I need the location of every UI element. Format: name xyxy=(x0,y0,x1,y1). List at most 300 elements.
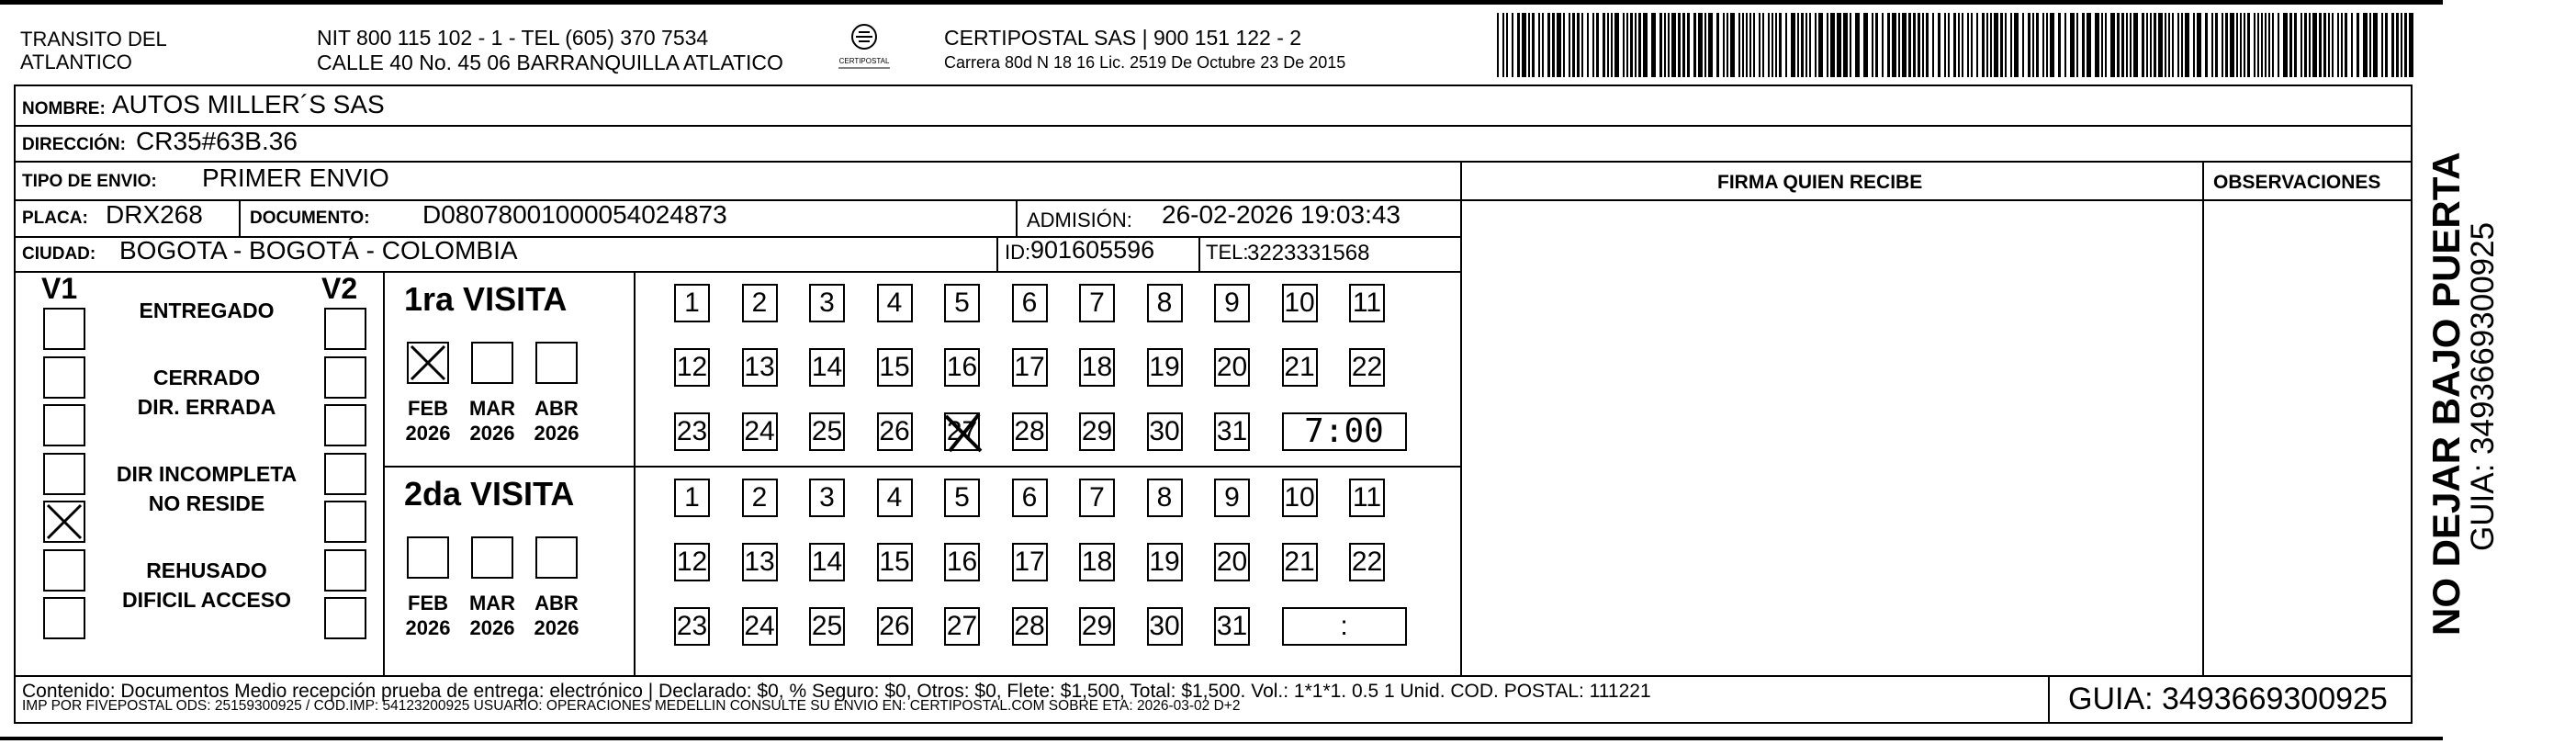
tipo-label: TIPO DE ENVIO: xyxy=(22,172,157,191)
barcode-bar xyxy=(2032,13,2034,77)
barcode-bar xyxy=(2309,13,2311,77)
barcode-bar xyxy=(1569,13,1570,77)
barcode-bar xyxy=(1626,13,1628,77)
month-name: FEB xyxy=(408,397,448,420)
admision-label: ADMISIÓN: xyxy=(1027,209,1132,231)
status-v1-checkbox[interactable] xyxy=(43,308,85,350)
barcode-bar xyxy=(1759,13,1760,77)
barcode-bar xyxy=(1607,13,1609,77)
barcode-bar xyxy=(2363,13,2368,77)
barcode-bar xyxy=(2105,13,2107,77)
barcode-bar xyxy=(2278,13,2279,77)
day-box[interactable]: 22 xyxy=(1349,348,1385,387)
footer-guia-divider xyxy=(2048,675,2050,724)
month-year: 2026 xyxy=(405,422,451,445)
barcode-bar xyxy=(1990,13,1992,77)
footer-line2: IMP POR FIVEPOSTAL ODS: 25159300925 / COD.IMP: 54123200925 USUARIO: OPERACIONES MEDELLIN CONSULTE SU ENVIO EN: CERTIPOSTAL.COM SOBRE ETA: 2026-03-02 D+2 xyxy=(22,698,1241,714)
barcode-bar xyxy=(1603,13,1605,77)
day-box[interactable]: 28 xyxy=(1012,607,1048,646)
row-divider xyxy=(14,271,1462,273)
day-box[interactable]: 18 xyxy=(1079,543,1115,581)
barcode-bar xyxy=(1746,13,1748,77)
barcode-bar xyxy=(1730,13,1735,77)
day-box[interactable]: 17 xyxy=(1012,348,1048,387)
day-box[interactable]: 28 xyxy=(1012,412,1048,451)
month-checkbox[interactable] xyxy=(407,342,449,384)
barcode-bar xyxy=(1932,13,1934,77)
cell-divider xyxy=(1198,236,1200,271)
status-v2-checkbox[interactable] xyxy=(324,453,366,495)
barcode-bar xyxy=(2381,13,2383,77)
barcode-bar xyxy=(2000,13,2003,77)
barcode-bar xyxy=(2087,13,2091,77)
barcode-bar xyxy=(1953,13,1956,77)
barcode-bar xyxy=(2165,13,2166,77)
day-box[interactable]: 16 xyxy=(944,348,980,387)
barcode-bar xyxy=(1512,13,1513,77)
barcode-bar xyxy=(1502,13,1504,77)
day-box[interactable]: 14 xyxy=(809,348,845,387)
footer-guia: GUIA: 3493669300925 xyxy=(2068,682,2388,716)
barcode-bar xyxy=(1596,13,1599,77)
svg-text:CERTIPOSTAL: CERTIPOSTAL xyxy=(838,57,890,65)
side-text xyxy=(2424,85,2562,718)
ciudad-value: BOGOTA - BOGOTÁ - COLOMBIA xyxy=(119,236,518,265)
barcode-bar xyxy=(1563,13,1565,77)
barcode-bar xyxy=(1671,13,1676,77)
barcode-bar xyxy=(2158,13,2163,77)
status-v2-checkbox[interactable] xyxy=(324,501,366,543)
visit-title: 1ra VISITA xyxy=(404,280,568,318)
barcode-bar xyxy=(1779,13,1782,77)
barcode-bar xyxy=(1892,13,1896,77)
barcode-bar xyxy=(1749,13,1751,77)
barcode-bar xyxy=(1614,13,1619,77)
placa-label: PLACA: xyxy=(22,209,88,228)
barcode-bar xyxy=(2046,13,2048,77)
status-divider xyxy=(383,271,385,675)
barcode-bar xyxy=(1887,13,1890,77)
barcode-bar xyxy=(2283,13,2288,77)
company-line1: TRANSITO DEL xyxy=(20,28,167,51)
day-box[interactable]: 9 xyxy=(1214,284,1250,322)
day-box[interactable]: 4 xyxy=(877,284,913,322)
day-box[interactable]: 31 xyxy=(1214,607,1250,646)
barcode-bar xyxy=(1918,13,1920,77)
cell-divider xyxy=(996,236,998,271)
barcode-bar xyxy=(2341,13,2343,77)
nombre-label: NOMBRE: xyxy=(22,99,106,118)
barcode-bar xyxy=(1976,13,1978,77)
day-box[interactable]: 1 xyxy=(674,479,710,517)
day-box[interactable]: 29 xyxy=(1079,412,1115,451)
barcode xyxy=(1497,13,2415,77)
barcode-bar xyxy=(1762,13,1764,77)
day-box[interactable]: 23 xyxy=(674,607,710,646)
barcode-bar xyxy=(2289,13,2292,77)
barcode-bar xyxy=(1843,13,1848,77)
day-box[interactable]: 26 xyxy=(877,607,913,646)
status-v1-checkbox[interactable] xyxy=(43,597,85,639)
barcode-bar xyxy=(2247,13,2250,77)
tipo-value: PRIMER ENVIO xyxy=(202,163,389,192)
day-box[interactable]: 9 xyxy=(1214,479,1250,517)
barcode-bar xyxy=(1982,13,1985,77)
time-box[interactable] xyxy=(1282,412,1407,451)
status-label: ENTREGADO xyxy=(139,299,275,322)
barcode-bar xyxy=(2328,13,2330,77)
barcode-bar xyxy=(1742,13,1744,77)
barcode-bar xyxy=(2357,13,2359,77)
barcode-bar xyxy=(2142,13,2144,77)
day-box[interactable]: 15 xyxy=(877,543,913,581)
day-box[interactable]: 12 xyxy=(674,543,710,581)
month-name: FEB xyxy=(408,592,448,614)
barcode-bar xyxy=(1850,13,1851,77)
barcode-bar xyxy=(2409,13,2413,77)
status-v2-checkbox[interactable] xyxy=(324,549,366,592)
v2-label: V2 xyxy=(321,272,358,305)
barcode-bar xyxy=(1753,13,1755,77)
day-box[interactable]: 7 xyxy=(1079,479,1115,517)
barcode-bar xyxy=(1768,13,1770,77)
barcode-bar xyxy=(2396,13,2399,77)
barcode-bar xyxy=(1635,13,1637,77)
barcode-bar xyxy=(2126,13,2128,77)
barcode-bar xyxy=(2130,13,2132,77)
time-value: 7:00 xyxy=(1304,412,1384,450)
status-label: DIR. ERRADA xyxy=(137,395,276,419)
status-v1-checkbox[interactable] xyxy=(43,549,85,592)
day-box[interactable]: 14 xyxy=(809,543,845,581)
barcode-bar xyxy=(1506,13,1508,77)
barcode-bar xyxy=(2332,13,2334,77)
day-box[interactable]: 13 xyxy=(742,543,778,581)
day-box[interactable]: 8 xyxy=(1147,479,1183,517)
day-box[interactable]: 11 xyxy=(1349,284,1385,322)
barcode-bar xyxy=(1643,13,1648,77)
day-box[interactable]: 26 xyxy=(877,412,913,451)
day-box[interactable]: 2 xyxy=(742,479,778,517)
visit-month-divider xyxy=(634,271,636,675)
day-box[interactable]: 5 xyxy=(944,479,980,517)
day-box[interactable]: 30 xyxy=(1147,607,1183,646)
month-name: MAR xyxy=(468,397,516,420)
certipostal-logo xyxy=(831,20,897,75)
barcode-bar xyxy=(2150,13,2152,77)
day-box[interactable]: 5 xyxy=(944,284,980,322)
barcode-bar xyxy=(1592,13,1594,77)
barcode-bar xyxy=(1693,13,1696,77)
status-v1-checkbox[interactable] xyxy=(43,404,85,446)
status-label: DIFICIL ACCESO xyxy=(121,588,291,612)
observaciones-label: OBSERVACIONES xyxy=(2213,172,2381,193)
month-checkbox[interactable] xyxy=(535,342,578,384)
day-box[interactable]: 23 xyxy=(674,412,710,451)
barcode-bar xyxy=(1517,13,1520,77)
barcode-bar xyxy=(1815,13,1817,77)
barcode-bar xyxy=(1664,13,1666,77)
month-year: 2026 xyxy=(469,616,515,639)
barcode-bar xyxy=(1922,13,1924,77)
barcode-bar xyxy=(1872,13,1873,77)
company-line2: ATLANTICO xyxy=(20,51,132,73)
day-box[interactable]: 22 xyxy=(1349,543,1385,581)
barcode-bar xyxy=(1687,13,1690,77)
barcode-bar xyxy=(1962,13,1963,77)
barcode-bar xyxy=(1875,13,1878,77)
barcode-bar xyxy=(2042,13,2044,77)
barcode-bar xyxy=(1577,13,1580,77)
barcode-bar xyxy=(1630,13,1633,77)
nombre-value: AUTOS MILLER´S SAS xyxy=(112,90,385,118)
barcode-bar xyxy=(2268,13,2270,77)
barcode-bar xyxy=(2117,13,2120,77)
day-box[interactable]: 17 xyxy=(1012,543,1048,581)
barcode-bar xyxy=(2257,13,2259,77)
day-box[interactable]: 10 xyxy=(1282,284,1318,322)
barcode-bar xyxy=(2185,13,2189,77)
barcode-bar xyxy=(1938,13,1940,77)
status-v1-checkbox[interactable] xyxy=(43,356,85,399)
barcode-bar xyxy=(1971,13,1973,77)
bottom-edge xyxy=(0,737,2443,740)
barcode-bar xyxy=(1611,13,1613,77)
barcode-bar xyxy=(2036,13,2039,77)
barcode-bar xyxy=(2181,13,2183,77)
barcode-bar xyxy=(2168,13,2170,77)
documento-value: D08078001000054024873 xyxy=(422,200,727,229)
barcode-bar xyxy=(2177,13,2179,77)
cell-divider xyxy=(239,199,241,236)
day-box[interactable]: 25 xyxy=(809,607,845,646)
barcode-bar xyxy=(1528,13,1530,77)
visit-title: 2da VISITA xyxy=(404,475,575,513)
day-box[interactable]: 27 xyxy=(944,412,980,451)
day-box[interactable]: 31 xyxy=(1214,412,1250,451)
barcode-bar xyxy=(1944,13,1946,77)
day-box[interactable]: 11 xyxy=(1349,479,1385,517)
month-year: 2026 xyxy=(469,422,515,445)
barcode-bar xyxy=(2319,13,2322,77)
barcode-bar xyxy=(1547,13,1550,77)
tel-label: TEL: xyxy=(1206,241,1249,264)
barcode-bar xyxy=(2230,13,2234,77)
barcode-bar xyxy=(1538,13,1540,77)
barcode-bar xyxy=(2261,13,2263,77)
barcode-bar xyxy=(1532,13,1535,77)
barcode-bar xyxy=(2345,13,2347,77)
barcode-bar xyxy=(2154,13,2156,77)
barcode-bar xyxy=(2082,13,2085,77)
barcode-bar xyxy=(1967,13,1969,77)
status-v2-checkbox[interactable] xyxy=(324,308,366,350)
day-box[interactable]: 21 xyxy=(1282,543,1318,581)
month-year: 2026 xyxy=(534,616,579,639)
barcode-bar xyxy=(1986,13,1988,77)
day-box[interactable]: 21 xyxy=(1282,348,1318,387)
day-box[interactable]: 24 xyxy=(742,607,778,646)
barcode-bar xyxy=(2404,13,2407,77)
barcode-bar xyxy=(2304,13,2307,77)
barcode-bar xyxy=(1913,13,1916,77)
barcode-bar xyxy=(1708,13,1713,77)
day-box[interactable]: 19 xyxy=(1147,543,1183,581)
top-edge xyxy=(0,0,2443,5)
status-v1-checkbox[interactable] xyxy=(43,501,85,543)
address-line: CALLE 40 No. 45 06 BARRANQUILLA ATLATICO xyxy=(317,51,783,74)
barcode-bar xyxy=(1775,13,1777,77)
barcode-bar xyxy=(1791,13,1795,77)
month-checkbox[interactable] xyxy=(471,342,513,384)
day-box[interactable]: 18 xyxy=(1079,348,1115,387)
day-box[interactable]: 12 xyxy=(674,348,710,387)
barcode-bar xyxy=(2391,13,2394,77)
barcode-bar xyxy=(1552,13,1555,77)
barcode-bar xyxy=(2240,13,2242,77)
day-box[interactable]: 30 xyxy=(1147,412,1183,451)
barcode-bar xyxy=(2300,13,2302,77)
barcode-bar xyxy=(2076,13,2078,77)
barcode-bar xyxy=(2244,13,2245,77)
status-v1-checkbox[interactable] xyxy=(43,453,85,495)
time-value: : xyxy=(1340,611,1348,641)
side-guia-text: GUIA: 3493669300925 xyxy=(2465,221,2501,551)
barcode-bar xyxy=(1801,13,1804,77)
barcode-bar xyxy=(1855,13,1860,77)
id-label: ID: xyxy=(1005,241,1031,264)
day-box[interactable]: 20 xyxy=(1214,348,1250,387)
barcode-bar xyxy=(2028,13,2030,77)
barcode-bar xyxy=(2272,13,2274,77)
barcode-bar xyxy=(1818,13,1823,77)
month-checkbox[interactable] xyxy=(535,536,578,579)
barcode-bar xyxy=(1698,13,1703,77)
day-box[interactable]: 8 xyxy=(1147,284,1183,322)
barcode-bar xyxy=(2225,13,2228,77)
barcode-bar xyxy=(1723,13,1725,77)
day-box[interactable]: 13 xyxy=(742,348,778,387)
barcode-bar xyxy=(2101,13,2103,77)
day-box[interactable]: 3 xyxy=(809,479,845,517)
month-year: 2026 xyxy=(405,616,451,639)
day-cross-mark xyxy=(942,411,984,464)
barcode-bar xyxy=(1651,13,1656,77)
barcode-bar xyxy=(2254,13,2255,77)
license-line: Carrera 80d N 18 16 Lic. 2519 De Octubre 23 De 2015 xyxy=(944,53,1346,72)
visit-divider xyxy=(383,466,1462,468)
nit-line: NIT 800 115 102 - 1 - TEL (605) 370 7534 xyxy=(317,26,709,50)
barcode-bar xyxy=(2095,13,2099,77)
day-box[interactable]: 19 xyxy=(1147,348,1183,387)
barcode-bar xyxy=(2265,13,2267,77)
row-divider xyxy=(14,161,2413,163)
barcode-bar xyxy=(2064,13,2066,77)
admision-value: 26-02-2026 19:03:43 xyxy=(1162,200,1400,229)
day-box[interactable]: 7 xyxy=(1079,284,1115,322)
day-box[interactable]: 10 xyxy=(1282,479,1318,517)
barcode-bar xyxy=(2337,13,2339,77)
barcode-bar xyxy=(1727,13,1728,77)
footer-line1: Contenido: Documentos Medio recepción prueba de entrega: electrónico | Declarado: $0, % Seguro: $0, Otros: $0, Flete: $1,500, Total: $1,500. Vol.: 1*1*1. 0.5 1 Unid. COD. POSTAL: 111221 xyxy=(22,681,1651,702)
status-v2-checkbox[interactable] xyxy=(324,597,366,639)
id-value: 901605596 xyxy=(1030,236,1155,264)
barcode-bar xyxy=(1805,13,1807,77)
barcode-bar xyxy=(2197,13,2201,77)
day-box[interactable]: 24 xyxy=(742,412,778,451)
barcode-bar xyxy=(1638,13,1641,77)
time-box[interactable] xyxy=(1282,607,1407,646)
barcode-bar xyxy=(2172,13,2174,77)
barcode-bar xyxy=(1497,13,1499,77)
barcode-bar xyxy=(2385,13,2388,77)
month-year: 2026 xyxy=(534,422,579,445)
barcode-bar xyxy=(1738,13,1740,77)
day-box[interactable]: 25 xyxy=(809,412,845,451)
barcode-bar xyxy=(1668,13,1670,77)
barcode-bar xyxy=(1830,13,1835,77)
day-box[interactable]: 27 xyxy=(944,607,980,646)
barcode-bar xyxy=(1908,13,1911,77)
barcode-bar xyxy=(2294,13,2297,77)
obs-divider xyxy=(2202,161,2204,675)
month-checkbox[interactable] xyxy=(407,536,449,579)
barcode-bar xyxy=(1958,13,1960,77)
barcode-bar xyxy=(2146,13,2148,77)
direccion-value: CR35#63B.36 xyxy=(136,127,298,155)
day-box[interactable]: 2 xyxy=(742,284,778,322)
barcode-bar xyxy=(2058,13,2061,77)
barcode-bar xyxy=(2369,13,2371,77)
month-name: ABR xyxy=(534,397,579,420)
day-box[interactable]: 3 xyxy=(809,284,845,322)
day-box[interactable]: 29 xyxy=(1079,607,1115,646)
day-box[interactable]: 6 xyxy=(1012,479,1048,517)
barcode-bar xyxy=(1587,13,1589,77)
day-box[interactable]: 16 xyxy=(944,543,980,581)
barcode-bar xyxy=(2133,13,2138,77)
day-box[interactable]: 20 xyxy=(1214,543,1250,581)
day-box[interactable]: 15 xyxy=(877,348,913,387)
barcode-bar xyxy=(1623,13,1625,77)
barcode-bar xyxy=(2236,13,2238,77)
barcode-bar xyxy=(2010,13,2012,77)
barcode-bar xyxy=(1522,13,1526,77)
barcode-bar xyxy=(2401,13,2402,77)
barcode-bar xyxy=(2005,13,2007,77)
cell-divider xyxy=(1016,199,1018,236)
barcode-bar xyxy=(1581,13,1583,77)
month-checkbox[interactable] xyxy=(471,536,513,579)
barcode-bar xyxy=(2351,13,2353,77)
barcode-bar xyxy=(1902,13,1907,77)
barcode-bar xyxy=(1704,13,1706,77)
day-box[interactable]: 4 xyxy=(877,479,913,517)
barcode-bar xyxy=(1659,13,1662,77)
status-v2-checkbox[interactable] xyxy=(324,404,366,446)
status-v2-checkbox[interactable] xyxy=(324,356,366,399)
barcode-bar xyxy=(2050,13,2054,77)
barcode-bar xyxy=(1542,13,1544,77)
barcode-bar xyxy=(1948,13,1950,77)
barcode-bar xyxy=(1882,13,1884,77)
day-box[interactable]: 6 xyxy=(1012,284,1048,322)
day-box[interactable]: 1 xyxy=(674,284,710,322)
direccion-label: DIRECCIÓN: xyxy=(22,135,126,154)
barcode-bar xyxy=(2121,13,2124,77)
barcode-bar xyxy=(2373,13,2378,77)
barcode-bar xyxy=(1898,13,1900,77)
